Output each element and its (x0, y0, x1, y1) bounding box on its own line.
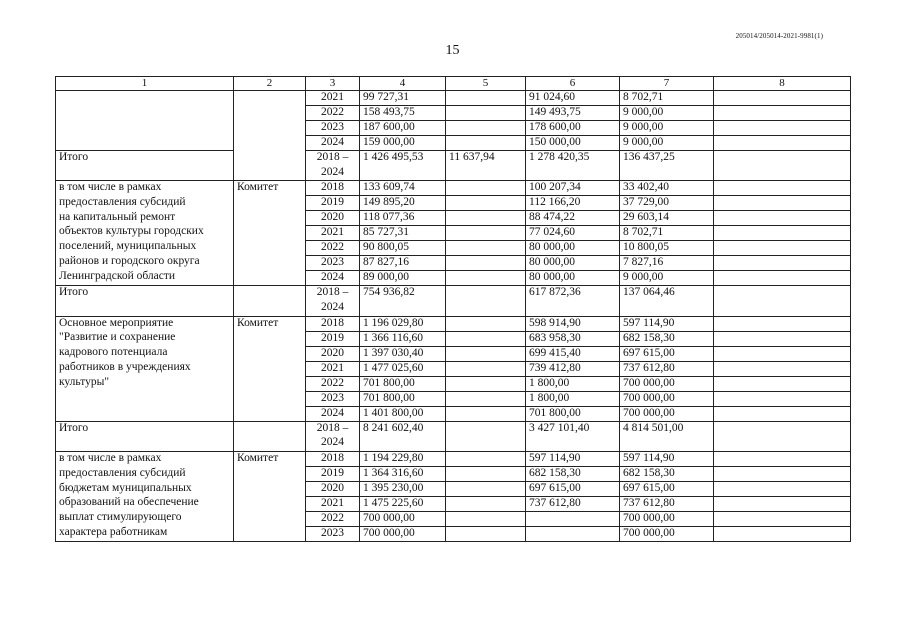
other-cell (714, 256, 851, 271)
other-cell (714, 376, 851, 391)
header-cell: 1 (56, 77, 234, 91)
year-cell: 2021 (306, 361, 360, 376)
amount-federal-cell (446, 497, 526, 512)
amount-total-cell: 85 727,31 (360, 226, 446, 241)
amount-local-cell: 10 800,05 (620, 241, 714, 256)
executor-cell (234, 421, 306, 451)
other-cell (714, 452, 851, 467)
amount-local-cell: 597 114,90 (620, 316, 714, 331)
amount-regional-cell: 3 427 101,40 (526, 421, 620, 451)
other-cell (714, 241, 851, 256)
other-cell (714, 211, 851, 226)
amount-total-cell: 90 800,05 (360, 241, 446, 256)
other-cell (714, 196, 851, 211)
other-cell (714, 391, 851, 406)
description-line: образований на обеспечение (59, 496, 199, 509)
amount-local-cell: 737 612,80 (620, 361, 714, 376)
description-line: характера работникам (59, 525, 168, 538)
amount-regional-cell: 80 000,00 (526, 271, 620, 286)
amount-regional-cell: 682 158,30 (526, 467, 620, 482)
year-cell: 2023 (306, 121, 360, 136)
amount-local-cell: 700 000,00 (620, 527, 714, 542)
amount-federal-cell (446, 391, 526, 406)
amount-local-cell: 29 603,14 (620, 211, 714, 226)
description-line: поселений, муниципальных (59, 240, 197, 253)
amount-regional-cell (526, 512, 620, 527)
amount-regional-cell: 77 024,60 (526, 226, 620, 241)
header-cell: 6 (526, 77, 620, 91)
row-description (56, 181, 234, 286)
header-cell: 4 (360, 77, 446, 91)
row-description (56, 91, 234, 151)
description-line: культуры" (59, 375, 110, 388)
amount-regional-cell: 597 114,90 (526, 452, 620, 467)
amount-local-cell: 697 615,00 (620, 482, 714, 497)
year-cell: 2024 (306, 136, 360, 151)
amount-local-cell: 700 000,00 (620, 376, 714, 391)
description-line: в том числе в рамках (59, 452, 162, 465)
description-line: предоставления субсидий (59, 196, 186, 209)
amount-total-cell: 99 727,31 (360, 91, 446, 106)
other-cell (714, 406, 851, 421)
other-cell (714, 497, 851, 512)
amount-federal-cell (446, 527, 526, 542)
total-label: Итого (56, 151, 234, 181)
year-cell: 2020 (306, 346, 360, 361)
description-line: на капитальный ремонт (59, 210, 176, 223)
amount-total-cell: 8 241 602,40 (360, 421, 446, 451)
amount-total-cell: 1 366 116,60 (360, 331, 446, 346)
year-cell: 2018 (306, 181, 360, 196)
amount-federal-cell (446, 406, 526, 421)
year-range-end: 2024 (321, 436, 344, 449)
document-code: 205014/205014-2021-9981(1) (735, 32, 823, 40)
amount-local-cell: 9 000,00 (620, 271, 714, 286)
amount-local-cell: 697 615,00 (620, 346, 714, 361)
year-cell: 2020 (306, 211, 360, 226)
row-description (56, 452, 234, 542)
year-range-end: 2024 (321, 165, 344, 178)
amount-federal-cell (446, 421, 526, 451)
total-label: Итого (56, 421, 234, 451)
amount-local-cell: 137 064,46 (620, 286, 714, 316)
amount-local-cell: 700 000,00 (620, 406, 714, 421)
amount-regional-cell: 739 412,80 (526, 361, 620, 376)
description-line: предоставления субсидий (59, 466, 186, 479)
amount-federal-cell (446, 196, 526, 211)
amount-regional-cell: 1 800,00 (526, 376, 620, 391)
year-cell: 2023 (306, 527, 360, 542)
other-cell (714, 106, 851, 121)
amount-federal-cell (446, 346, 526, 361)
amount-local-cell: 9 000,00 (620, 121, 714, 136)
amount-total-cell: 1 196 029,80 (360, 316, 446, 331)
header-cell: 7 (620, 77, 714, 91)
amount-federal-cell (446, 106, 526, 121)
amount-total-cell: 1 364 316,60 (360, 467, 446, 482)
description-line: Ленинградской области (59, 269, 176, 282)
amount-local-cell: 9 000,00 (620, 106, 714, 121)
amount-regional-cell: 598 914,90 (526, 316, 620, 331)
amount-regional-cell: 150 000,00 (526, 136, 620, 151)
amount-total-cell: 700 000,00 (360, 512, 446, 527)
amount-local-cell: 9 000,00 (620, 136, 714, 151)
amount-regional-cell: 91 024,60 (526, 91, 620, 106)
other-cell (714, 527, 851, 542)
year-range-cell (306, 421, 360, 451)
year-cell: 2021 (306, 497, 360, 512)
executor-cell (234, 286, 306, 316)
amount-regional-cell: 1 278 420,35 (526, 151, 620, 181)
other-cell (714, 226, 851, 241)
amount-local-cell: 8 702,71 (620, 226, 714, 241)
executor-cell: Комитет (234, 452, 306, 542)
amount-federal-cell (446, 376, 526, 391)
amount-total-cell: 1 475 225,60 (360, 497, 446, 512)
header-cell: 2 (234, 77, 306, 91)
other-cell (714, 346, 851, 361)
table-row (56, 316, 851, 331)
description-line: в том числе в рамках (59, 181, 162, 194)
amount-regional-cell: 149 493,75 (526, 106, 620, 121)
total-label: Итого (56, 286, 234, 316)
year-cell: 2021 (306, 226, 360, 241)
description-line: объектов культуры городских (59, 225, 204, 238)
other-cell (714, 316, 851, 331)
amount-federal-cell (446, 512, 526, 527)
year-cell: 2020 (306, 482, 360, 497)
description-line: бюджетам муниципальных (59, 481, 192, 494)
amount-total-cell: 187 600,00 (360, 121, 446, 136)
amount-federal-cell: 11 637,94 (446, 151, 526, 181)
description-line: районов и городского округа (59, 254, 200, 267)
other-cell (714, 136, 851, 151)
year-cell: 2019 (306, 331, 360, 346)
amount-federal-cell (446, 316, 526, 331)
amount-local-cell: 700 000,00 (620, 512, 714, 527)
amount-federal-cell (446, 286, 526, 316)
amount-federal-cell (446, 467, 526, 482)
amount-federal-cell (446, 331, 526, 346)
amount-regional-cell: 737 612,80 (526, 497, 620, 512)
year-range-end: 2024 (321, 301, 344, 314)
table-row (56, 181, 851, 196)
amount-total-cell: 89 000,00 (360, 271, 446, 286)
amount-total-cell: 1 194 229,80 (360, 452, 446, 467)
header-cell: 8 (714, 77, 851, 91)
amount-total-cell: 700 000,00 (360, 527, 446, 542)
amount-total-cell: 754 936,82 (360, 286, 446, 316)
amount-total-cell: 118 077,36 (360, 211, 446, 226)
other-cell (714, 271, 851, 286)
page-number: 15 (445, 43, 460, 58)
year-range-cell (306, 286, 360, 316)
year-cell: 2022 (306, 376, 360, 391)
year-cell: 2022 (306, 106, 360, 121)
amount-regional-cell: 697 615,00 (526, 482, 620, 497)
amount-total-cell: 1 426 495,53 (360, 151, 446, 181)
total-row (56, 151, 851, 181)
amount-federal-cell (446, 482, 526, 497)
year-cell: 2019 (306, 467, 360, 482)
year-range-start: 2018 – (316, 286, 349, 299)
other-cell (714, 421, 851, 451)
row-description (56, 316, 234, 421)
year-cell: 2018 (306, 452, 360, 467)
amount-regional-cell: 80 000,00 (526, 256, 620, 271)
year-range-cell (306, 151, 360, 181)
table-row (56, 91, 851, 106)
amount-federal-cell (446, 361, 526, 376)
other-cell (714, 512, 851, 527)
description-line: работников в учреждениях (59, 360, 191, 373)
description-line: кадрового потенциала (59, 346, 168, 359)
amount-total-cell: 701 800,00 (360, 376, 446, 391)
header-row (56, 77, 851, 91)
amount-total-cell: 133 609,74 (360, 181, 446, 196)
other-cell (714, 181, 851, 196)
amount-federal-cell (446, 91, 526, 106)
amount-federal-cell (446, 271, 526, 286)
description-line: Основное мероприятие (59, 316, 174, 329)
amount-local-cell: 4 814 501,00 (620, 421, 714, 451)
header-cell: 5 (446, 77, 526, 91)
executor-cell (234, 91, 306, 181)
amount-total-cell: 159 000,00 (360, 136, 446, 151)
other-cell (714, 361, 851, 376)
other-cell (714, 467, 851, 482)
total-row (56, 286, 851, 316)
amount-federal-cell (446, 211, 526, 226)
amount-regional-cell: 178 600,00 (526, 121, 620, 136)
amount-regional-cell: 701 800,00 (526, 406, 620, 421)
amount-local-cell: 37 729,00 (620, 196, 714, 211)
amount-federal-cell (446, 241, 526, 256)
executor-cell: Комитет (234, 316, 306, 421)
amount-regional-cell: 100 207,34 (526, 181, 620, 196)
other-cell (714, 91, 851, 106)
other-cell (714, 121, 851, 136)
amount-regional-cell: 1 800,00 (526, 391, 620, 406)
amount-local-cell: 682 158,30 (620, 331, 714, 346)
year-cell: 2023 (306, 391, 360, 406)
amount-local-cell: 7 827,16 (620, 256, 714, 271)
amount-federal-cell (446, 226, 526, 241)
other-cell (714, 151, 851, 181)
amount-regional-cell: 88 474,22 (526, 211, 620, 226)
amount-total-cell: 1 397 030,40 (360, 346, 446, 361)
amount-regional-cell: 699 415,40 (526, 346, 620, 361)
amount-federal-cell (446, 121, 526, 136)
amount-regional-cell: 80 000,00 (526, 241, 620, 256)
amount-local-cell: 33 402,40 (620, 181, 714, 196)
amount-total-cell: 701 800,00 (360, 391, 446, 406)
total-row (56, 421, 851, 451)
description-line: "Развитие и сохранение (59, 331, 176, 344)
amount-federal-cell (446, 136, 526, 151)
executor-cell: Комитет (234, 181, 306, 286)
amount-total-cell: 158 493,75 (360, 106, 446, 121)
year-cell: 2024 (306, 406, 360, 421)
amount-regional-cell: 112 166,20 (526, 196, 620, 211)
amount-regional-cell (526, 527, 620, 542)
amount-total-cell: 1 401 800,00 (360, 406, 446, 421)
year-range-start: 2018 – (316, 421, 349, 434)
amount-total-cell: 1 477 025,60 (360, 361, 446, 376)
other-cell (714, 482, 851, 497)
amount-local-cell: 700 000,00 (620, 391, 714, 406)
amount-regional-cell: 683 958,30 (526, 331, 620, 346)
other-cell (714, 286, 851, 316)
header-cell: 3 (306, 77, 360, 91)
amount-total-cell: 1 395 230,00 (360, 482, 446, 497)
year-range-start: 2018 – (316, 151, 349, 163)
table-row (56, 452, 851, 467)
amount-local-cell: 597 114,90 (620, 452, 714, 467)
description-line: выплат стимулирующего (59, 510, 182, 523)
year-cell: 2022 (306, 241, 360, 256)
amount-local-cell: 737 612,80 (620, 497, 714, 512)
amount-local-cell: 682 158,30 (620, 467, 714, 482)
amount-total-cell: 87 827,16 (360, 256, 446, 271)
year-cell: 2024 (306, 271, 360, 286)
amount-total-cell: 149 895,20 (360, 196, 446, 211)
amount-federal-cell (446, 452, 526, 467)
amount-federal-cell (446, 256, 526, 271)
other-cell (714, 331, 851, 346)
amount-regional-cell: 617 872,36 (526, 286, 620, 316)
amount-local-cell: 136 437,25 (620, 151, 714, 181)
year-cell: 2021 (306, 91, 360, 106)
budget-table (55, 76, 851, 542)
year-cell: 2018 (306, 316, 360, 331)
year-cell: 2022 (306, 512, 360, 527)
amount-local-cell: 8 702,71 (620, 91, 714, 106)
year-cell: 2023 (306, 256, 360, 271)
amount-federal-cell (446, 181, 526, 196)
year-cell: 2019 (306, 196, 360, 211)
